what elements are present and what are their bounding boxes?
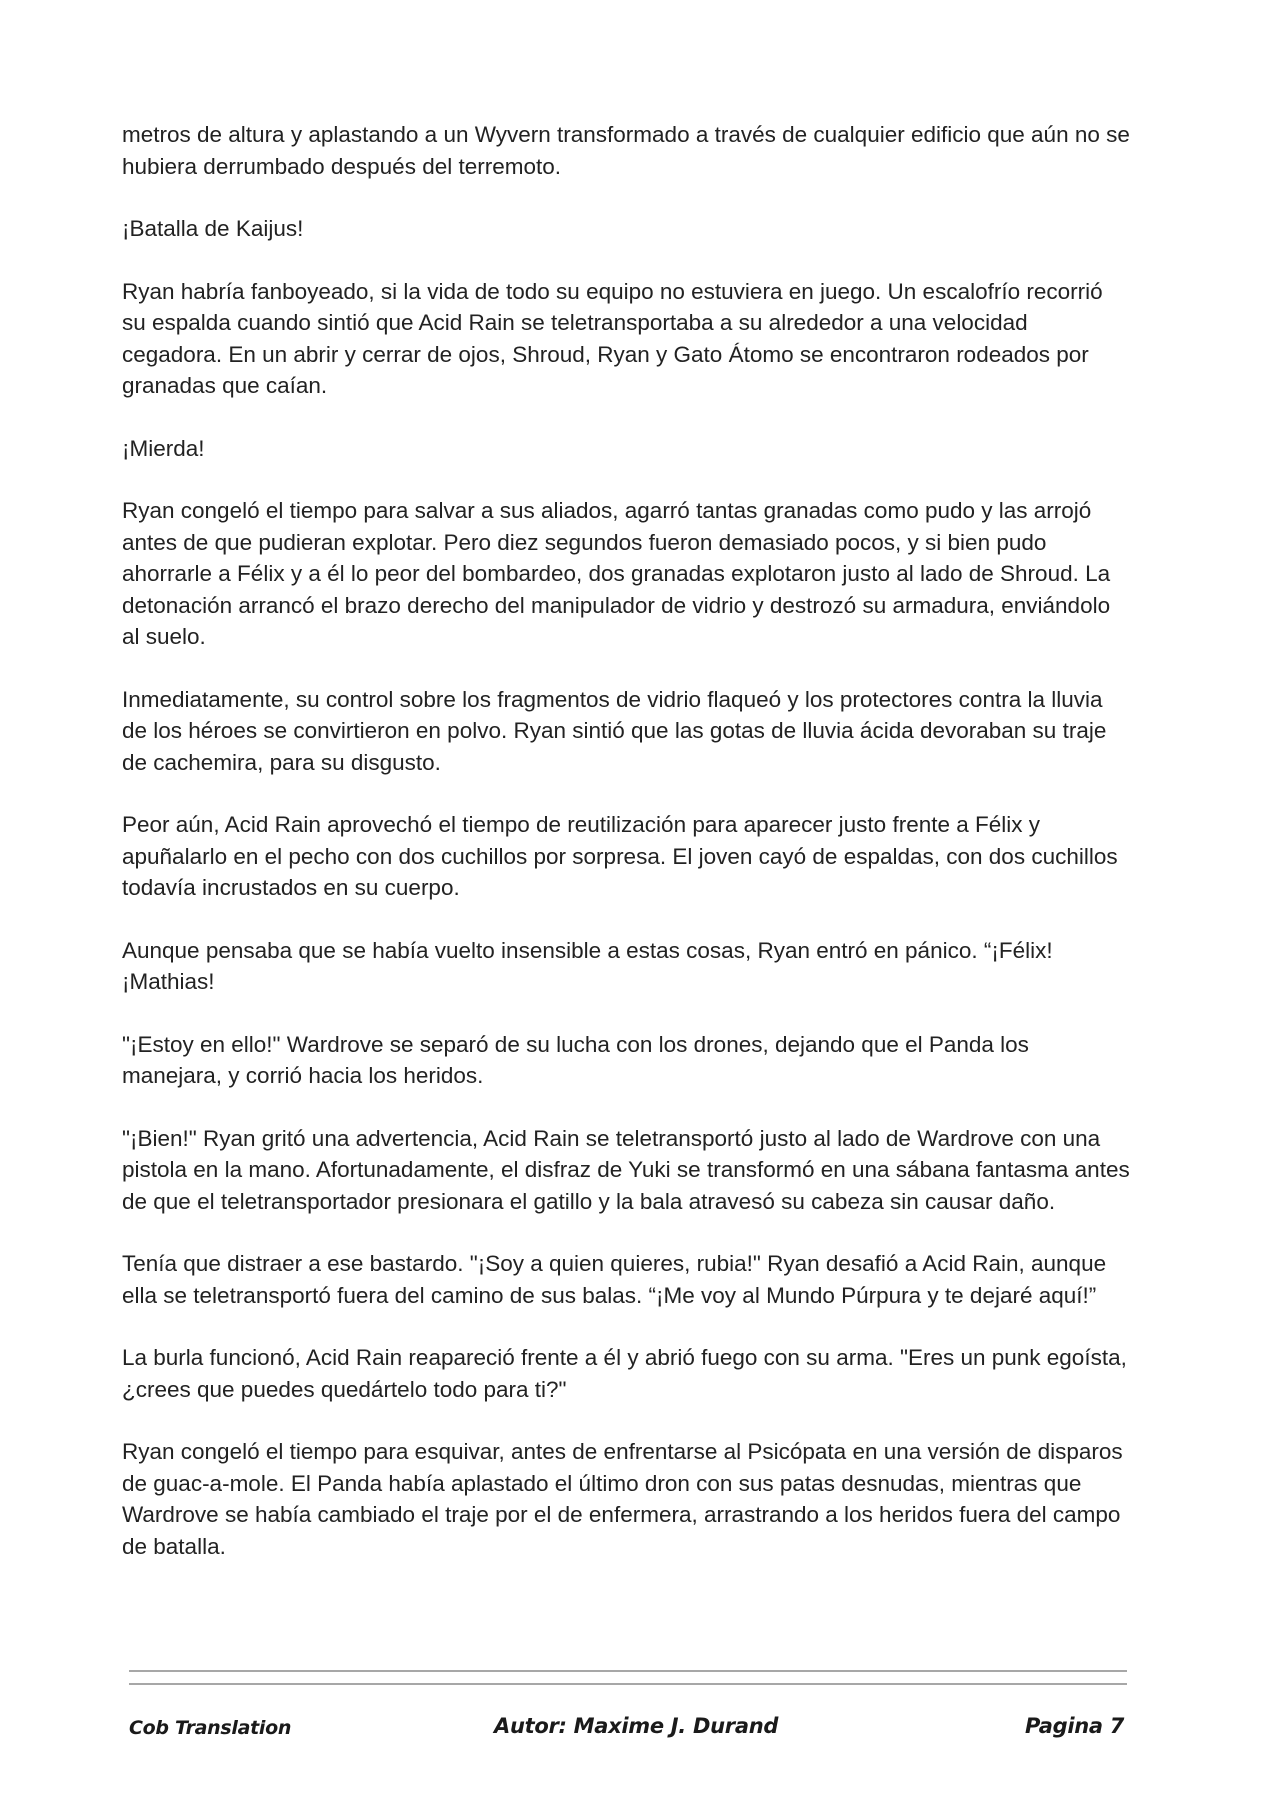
paragraph: Tenía que distraer a ese bastardo. "¡Soy a quien quieres, rubia!" Ryan desafió a Acid Rain, aunque ella se teletransportó fuera del camino de sus balas. “¡Me voy al Mundo Púrpura y te dejaré aquí!”: [122, 1251, 1107, 1308]
paragraph: ¡Batalla de Kaijus!: [122, 216, 304, 241]
paragraph: metros de altura y aplastando a un Wyvern transformado a través de cualquier edificio que aún no se hubiera derrumbado después del terremoto.: [122, 122, 1130, 179]
paragraph: Ryan congeló el tiempo para esquivar, antes de enfrentarse al Psicópata en una versión de disparos de guac-a-mole. El Panda había aplastado el último dron con sus patas desnudas, mientras que Wardrove se había cambiado el traje por el de enfermera, arrastrando a los heridos fuera del campo de batalla.: [122, 1439, 1123, 1559]
paragraph: Ryan habría fanboyeado, si la vida de todo su equipo no estuviera en juego. Un escalofrío recorrió su espalda cuando sintió que Acid Rain se teletransportaba a su alrededor a una velocidad cegadora. En un abrir y cerrar de ojos, Shroud, Ryan y Gato Átomo se encontraron rodeados por granadas que caían.: [122, 278, 1103, 398]
paragraph: ¡Mierda!: [122, 435, 205, 461]
footer-page-number: Pagina 7: [1025, 1714, 1125, 1738]
paragraph: Aunque pensaba que se había vuelto insensible a estas cosas, Ryan entró en pánico. “¡Félix! ¡Mathias!: [122, 937, 1053, 994]
paragraph: Inmediatamente, su control sobre los fragmentos de vidrio flaqueó y los protectores contra la lluvia de los héroes se convirtieron en polvo. Ryan sintió que las gotas de lluvia ácida devoraban su traje de cachemira, para su disgusto.: [122, 686, 1107, 775]
footer-divider-bottom: [129, 1683, 1127, 1685]
paragraph: "¡Estoy en ello!" Wardrove se separó de su lucha con los drones, dejando que el Panda los manejara, y corrió hacia los heridos.: [122, 1031, 1029, 1088]
body-text: [122, 119, 1132, 1593]
footer-divider-top: [129, 1670, 1127, 1672]
footer-author: Autor: Maxime J. Durand: [494, 1714, 779, 1738]
paragraph: La burla funcionó, Acid Rain reapareció frente a él y abrió fuego con su arma. "Eres un punk egoísta, ¿crees que puedes quedártelo todo para ti?": [122, 1345, 1127, 1402]
footer-translator: Cob Translation: [129, 1717, 292, 1739]
paragraph: Peor aún, Acid Rain aprovechó el tiempo de reutilización para aparecer justo frente a Félix y apuñalarlo en el pecho con dos cuchillos por sorpresa. El joven cayó de espaldas, con dos cuchillos todavía incrustados en su cuerpo.: [122, 812, 1118, 900]
paragraph: "¡Bien!" Ryan gritó una advertencia, Acid Rain se teletransportó justo al lado de Wardrove con una pistola en la mano. Afortunadamente, el disfraz de Yuki se transformó en una sábana fantasma antes de que el teletransportador presionara el gatillo y la bala atravesó su cabeza sin causar daño.: [122, 1125, 1130, 1214]
paragraph: Ryan congeló el tiempo para salvar a sus aliados, agarró tantas granadas como pudo y las arrojó antes de que pudieran explotar. Pero diez segundos fueron demasiado pocos, y si bien pudo ahorrarle a Félix y a él lo peor del bombardeo, dos granadas explotaron justo al lado de Shroud. La detonación arrancó el brazo derecho del manipulador de vidrio y destrozó su armadura, enviándolo al suelo.: [122, 498, 1111, 649]
